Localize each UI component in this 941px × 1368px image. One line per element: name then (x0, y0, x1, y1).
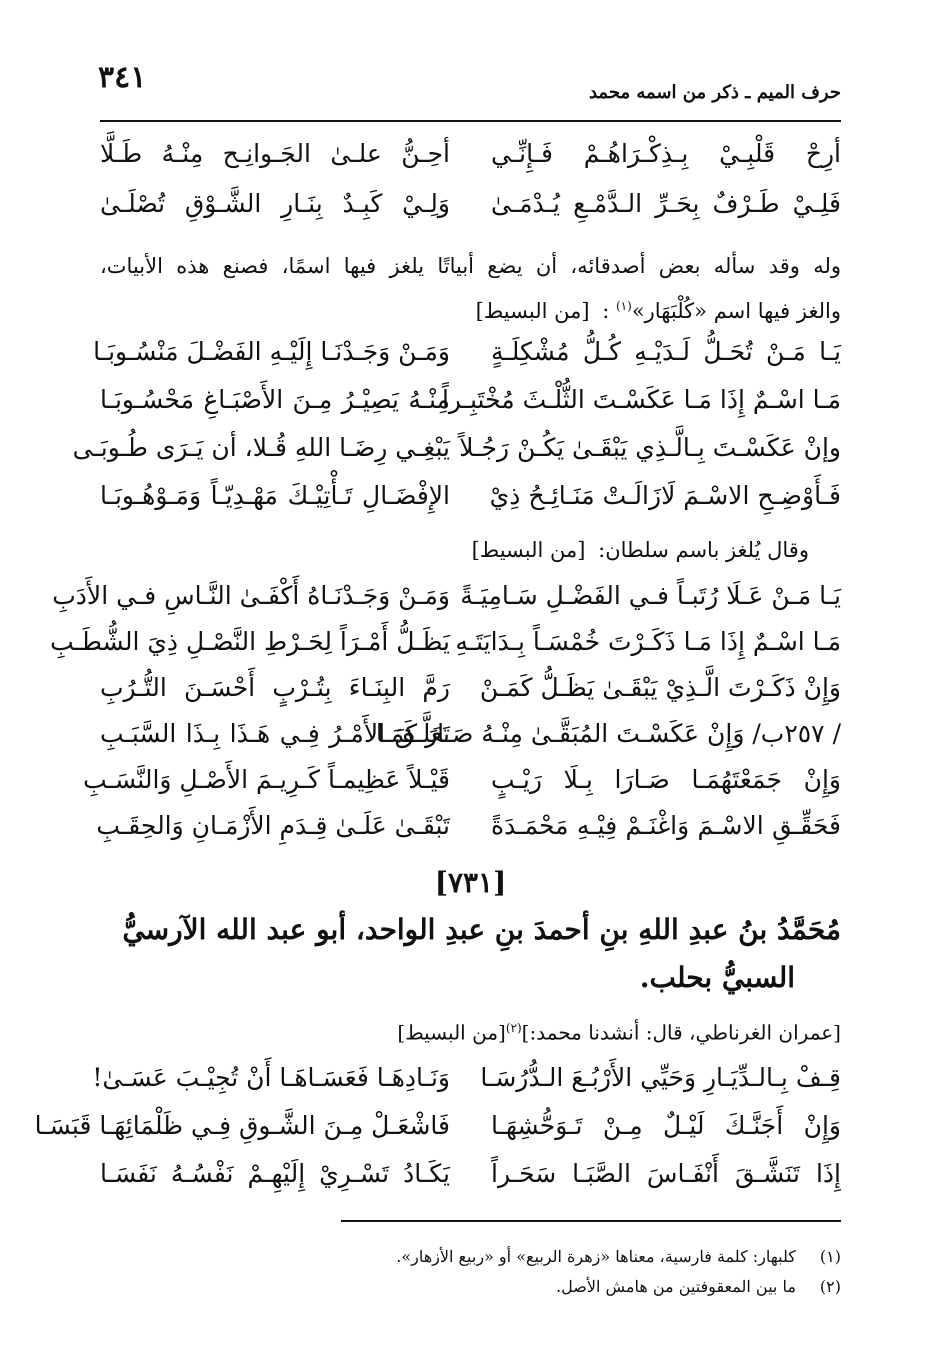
hemistich-left: يَبْغِـي رِضَـا اللهِ قُـلا، أن يَـرَى طُـوبَـى (72, 433, 450, 462)
hemistich-right: قِـفْ بِـالـدِّيَـارِ وَحَيِّي الأَرْبُـعَ الـدُّرُسَـا (480, 1063, 841, 1092)
entry-title-line2: السبيُّ بحلب. (639, 961, 795, 994)
header-rule (100, 120, 841, 122)
hemistich-left: مِنْـهُ يَصِيْـرُ مِـنَ الأَصْبَـاغِ مَحْسُـوبَـا (100, 385, 450, 414)
verse-line (50, 620, 841, 664)
riddle-intro-line2 (100, 286, 841, 331)
source-text: [عمران الغرناطي، قال: أنشدنا محمد:] (521, 1020, 841, 1045)
verse-line (100, 132, 841, 176)
source-line (100, 1010, 841, 1051)
hemistich-right: يَـا مَـنْ تُحَـلُّ لَـدَيْـهِ كُـلُّ مُشْكِلَـةٍ (491, 337, 841, 366)
hemistich-left: فَاشْعَـلْ مِـنَ الشَّـوقِ فِـي ظَلْمَائِهَـا قَبَسَـا (34, 1111, 450, 1140)
hemistich-left: تَعَلَّـقَ الأَمْـرُ فِـي هَـذَا بِـذَا السَّبَـبِ (100, 719, 450, 748)
meter-label: [من البسيط] (471, 538, 586, 562)
verse-line (52, 574, 841, 618)
riddle2-intro (100, 530, 841, 570)
footnote (100, 1274, 841, 1300)
hemistich-right: إِذَا تَنَشَّـقَ أَنْفَـاسَ الصَّبَـا سَحَـراً (491, 1159, 841, 1188)
riddle-intro-text: والغز فيها اسم «كُلْبَهَار» (631, 299, 841, 323)
verse-line (100, 1152, 841, 1196)
hemistich-left: تَبْقَـىٰ عَلَـىٰ قِـدَمِ الأَزْمَـانِ وَالحِقَـبِ (96, 811, 450, 840)
hemistich-left: وَمَـنْ وَجَـدْنَـا إِلَيْـهِ الفَضْـلَ مَنْسُـوبَـا (93, 337, 450, 366)
entry-number: [٧٣١] (434, 866, 507, 899)
verse-line (34, 1104, 841, 1148)
footnote-number: (٢) (819, 1277, 841, 1296)
verse-line (100, 666, 841, 710)
footnote-text: كلبهار: كلمة فارسية، معناها «زهرة الربيع» أو «ربيع الأزهار». (396, 1247, 796, 1266)
verse-line (72, 426, 841, 470)
footnote-ref: (٢) (505, 1021, 522, 1035)
hemistich-right: يَـا مَـنْ عَـلَا رُتَبـاً فـي الفَضْـلِ سَـامِيَـةً (460, 581, 841, 610)
footnote-ref: (١) (615, 299, 632, 313)
riddle2-intro-text: وقال يُلغز باسم سلطان: (598, 538, 809, 562)
hemistich-left: قَيْـلاً عَظِيمـاً كَـرِيـمَ الأَصْـلِ وَالنَّسَـبِ (83, 765, 450, 794)
verse-line (83, 758, 841, 802)
verse-line (100, 474, 841, 518)
footnote (100, 1244, 841, 1270)
hemistich-right: وَإِنْ أَجَنَّـكَ لَيْـلٌ مِـنْ تَـوَحُّشِهَـا (491, 1111, 841, 1140)
hemistich-right: وإنْ عَكَسْـتَ بِـالَّـذِي يَبْقَـىٰ يَكُـنْ رَجُـلاً (459, 433, 841, 462)
footnote-number: (١) (819, 1247, 841, 1266)
verse-line (100, 378, 841, 422)
intro-colon: : (602, 299, 610, 323)
hemistich-right: وَإِنْ ذَكَـرْتَ الَّـذِيْ يَبْقَـىٰ يَظَـلُّ كَمَـنْ (479, 673, 841, 702)
hemistich-right: وَإِنْ جَمَعْتَهُمَـا صَـارَا بِـلَا رَيْـبٍ (491, 765, 841, 794)
hemistich-right: / ٢٥٧ب/ وَإِنْ عَكَسْـتَ المُبَقَّـىٰ مِنْـهُ صَـارَ كَمَـا (375, 719, 841, 748)
riddle-intro-line1: وله وقد سأله بعض أصدقائه، أن يضع أبياتًا يلغز فيها اسمًا، فصنع هذه الأبيات، (100, 254, 841, 278)
hemistich-right: فَـأَوْضِـحِ الاسْـمَ لَازَالَـتْ مَنَـائِـحُ ذِيْ (489, 481, 841, 510)
verse-line (92, 1056, 841, 1100)
entry-title-line1: مُحَمَّدُ بنُ عبدِ اللهِ بنِ أحمدَ بنِ عبدِ الواحد، أبو عبد الله الآرسيُّ (122, 913, 841, 946)
hemistich-right: فَلِـيْ طَـرْفٌ بِحَـرِّ الـدَّمْـعِ يُـدْمَـىٰ (491, 189, 841, 218)
running-title: حرف الميم ـ ذكر من اسمه محمد (588, 82, 841, 103)
verse-line (100, 712, 841, 756)
hemistich-left: يَظَـلُّ أَمْـرَاً لِحَـرْطِ النَّصْـلِ ذِيَ الشُّطَـبِ (50, 627, 450, 656)
page-number: ٣٤١ (98, 60, 147, 95)
hemistich-left: رَمَّ البِنَـاءَ بِتُـرْبٍ أَحْسَـنَ التُّـرُبِ (100, 673, 450, 702)
footnote-rule (341, 1220, 841, 1222)
hemistich-right: مَـا اسْـمٌ إِذَا مَـا عَكَسْـتَ الثُّلْـثَ مُخْتَبِـراً (441, 385, 841, 414)
hemistich-right: مَـا اسْـمٌ إِذَا مَـا ذَكَـرْتَ خُمْسَـاً بِـدَايَتَـهِ (455, 627, 841, 656)
hemistich-right: فَحَقِّـقِ الاسْـمَ وَاغْنَـمْ فِيْـهِ مَحْمَـدَةً (491, 811, 841, 840)
hemistich-left: الإِفْضَـالِ تَـأْتِيْـكَ مَهْـدِيّـاً وَمَـوْهُـوبَـا (100, 481, 450, 510)
meter-label: [من البسيط] (475, 299, 590, 323)
hemistich-left: أحِـنُّ علـىٰ الجَـوانِـح مِنْـهُ طَـلَّا (100, 139, 450, 168)
hemistich-right: أرِحْ قَلْبِـيْ بِـذِكْـرَاهُـمْ فَـإِنِّـي (491, 139, 841, 168)
footnote-text: ما بين المعقوفتين من هامش الأصل. (556, 1277, 796, 1296)
hemistich-left: يَكَـادُ تَسْـرِيْ إِلَيْهِـمْ نَفْسُـهُ نَفَسَـا (100, 1159, 450, 1188)
entry-title (100, 906, 841, 1002)
hemistich-left: وَمَـنْ وَجَـدْنَـاهُ أَكْفَـىٰ النَّـاسِ فـي الأَدَبِ (52, 581, 450, 610)
hemistich-left: وَلِـيْ كَبِـدٌ بِنَـارِ الشَّـوْقِ تُصْلَـىٰ (100, 189, 450, 218)
verse-line (100, 182, 841, 226)
verse-line (93, 330, 841, 374)
meter-label: [من البسيط] (397, 1020, 506, 1045)
hemistich-left: وَنَـادِهَـا فَعَسَـاهَـا أَنْ تُجِيْـبَ عَسَـىٰ! (92, 1063, 450, 1092)
verse-line (96, 804, 841, 848)
